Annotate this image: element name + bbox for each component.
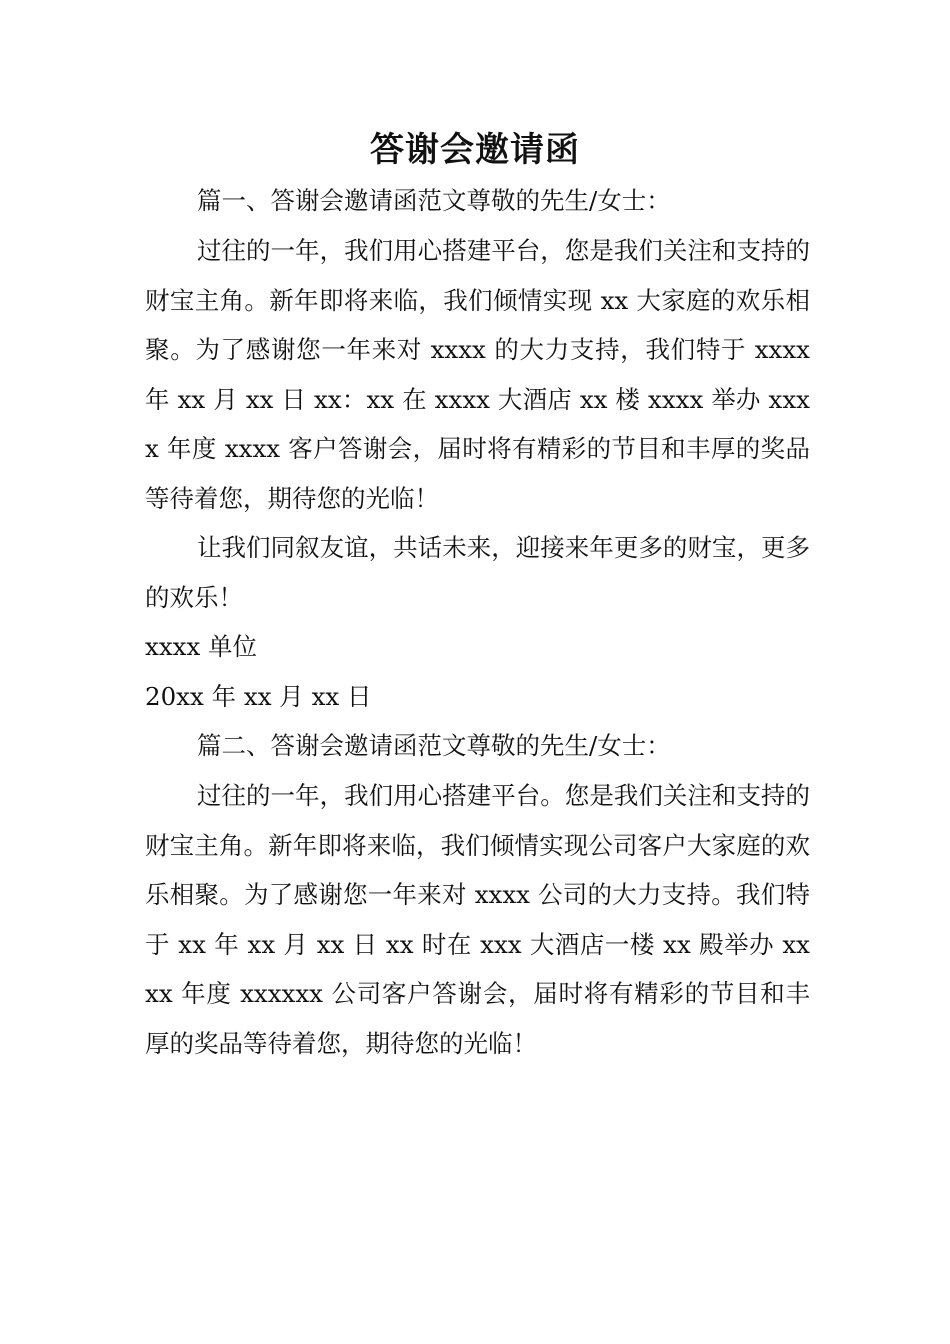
section-1-date: 20xx 年 xx 月 xx 日 [145, 682, 372, 711]
section-1-signature: xxxx 单位 [145, 632, 258, 661]
section-1-paragraph-1: 过往的一年，我们用心搭建平台，您是我们关注和支持的财宝主角。新年即将来临，我们倾情实现 xx 大家庭的欢乐相聚。为了感谢您一年来对 xxxx 的大力支持，我们特于 xxxx 年 xx 月 xx 日 xx：xx 在 xxxx 大酒店 xx 楼 xxxx 举办 xxxx 年度 xxxx 客户答谢会，届时将有精彩的节目和丰厚的奖品等待着您，期待您的光临！ [145, 236, 810, 513]
section-2-paragraph-1: 过往的一年，我们用心搭建平台。您是我们关注和支持的财宝主角。新年即将来临，我们倾情实现公司客户大家庭的欢乐相聚。为了感谢您一年来对 xxxx 公司的大力支持。我们特于 xx 年 xx 月 xx 日 xx 时在 xxx 大酒店一楼 xx 殿举办 xxxx 年度 xxxxxx 公司客户答谢会，届时将有精彩的节目和丰厚的奖品等待着您，期待您的光临！ [145, 781, 810, 1058]
section-1-heading: 篇一、答谢会邀请函范文尊敬的先生/女士： [197, 186, 671, 215]
section-2-heading: 篇二、答谢会邀请函范文尊敬的先生/女士： [197, 731, 671, 760]
section-1-paragraph-2: 让我们同叙友谊，共话未来，迎接来年更多的财宝，更多的欢乐！ [145, 533, 810, 612]
document-title: 答谢会邀请函 [370, 130, 580, 170]
